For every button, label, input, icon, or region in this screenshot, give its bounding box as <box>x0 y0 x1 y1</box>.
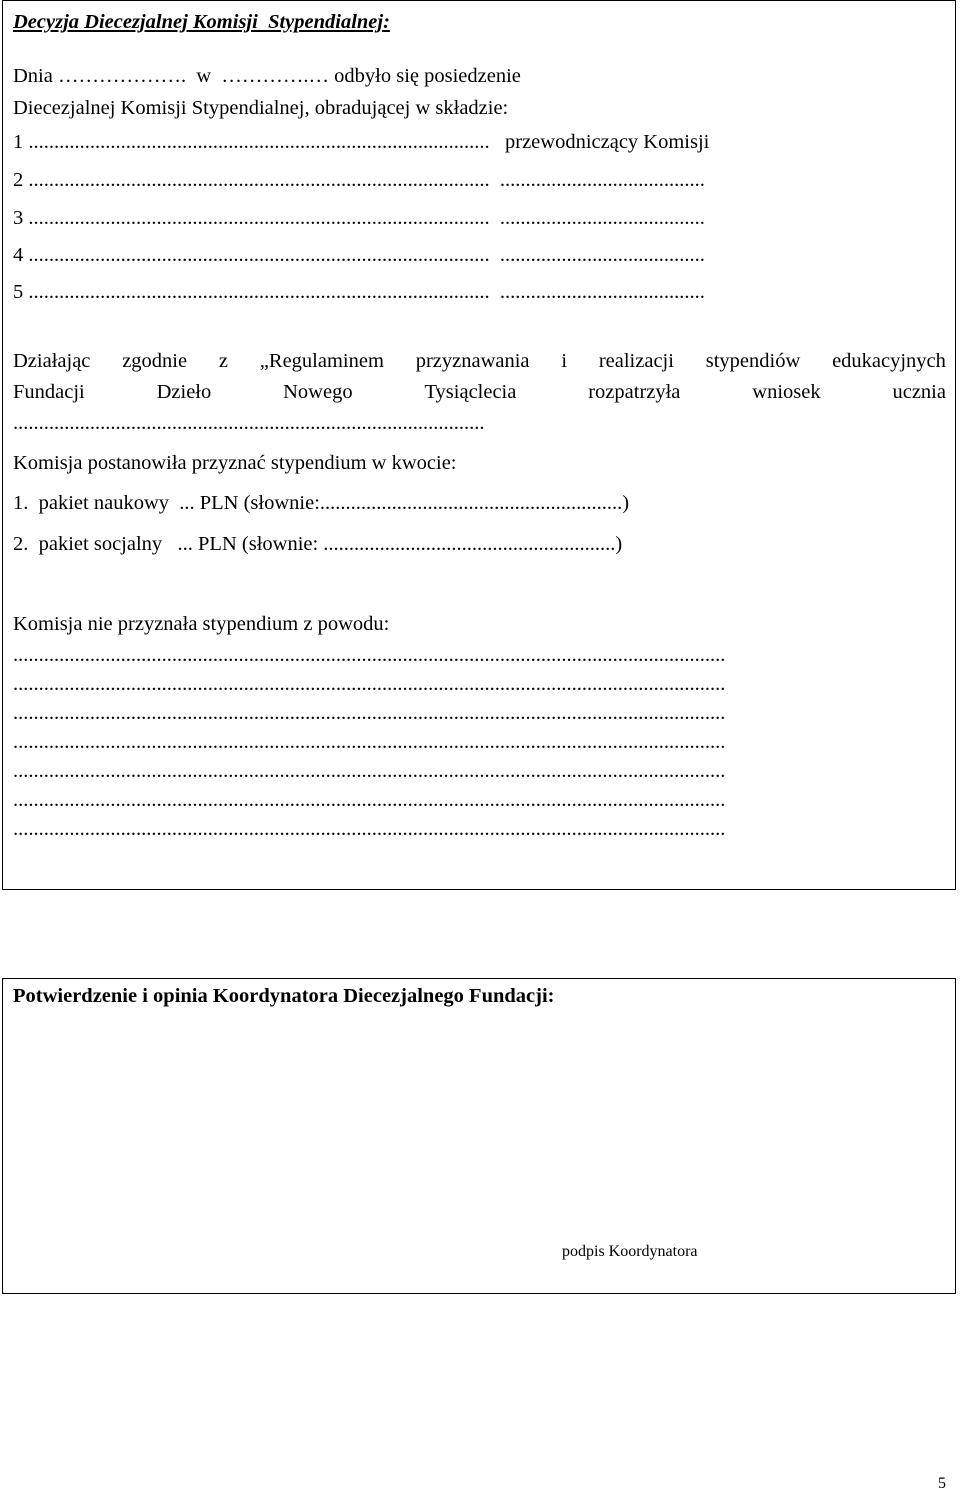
acting-word: i <box>561 350 568 372</box>
grant-item-science: 1. pakiet naukowy ... PLN (słownie:...........................................................) <box>13 492 630 514</box>
acting-word: realizacji <box>598 350 674 372</box>
confirmation-section <box>2 978 956 1294</box>
acting-word: edukacyjnych <box>832 350 946 372</box>
acting-word: „Regulaminem <box>259 350 384 372</box>
member-line-2: 2 .......................................................................................... ........................................ <box>13 169 705 191</box>
reason-line: ........................................................................................................................................... <box>13 789 726 811</box>
acting-word: przyznawania <box>415 350 530 372</box>
refused-heading: Komisja nie przyznała stypendium z powodu: <box>13 613 390 635</box>
acting-word: Dzieło <box>156 381 212 403</box>
student-name-field: ............................................................................................ <box>13 412 485 434</box>
acting-word: ucznia <box>892 381 946 403</box>
acting-word: wniosek <box>752 381 821 403</box>
grant-item-social: 2. pakiet socjalny ... PLN (słownie: .........................................................) <box>13 533 623 555</box>
acting-word: Tysiąclecia <box>424 381 517 403</box>
acting-word: z <box>218 350 228 372</box>
reason-line: ........................................................................................................................................... <box>13 731 726 753</box>
member-line-5: 5 .......................................................................................... ........................................ <box>13 281 705 303</box>
member-line-4: 4 .......................................................................................... ........................................ <box>13 244 705 266</box>
acting-word: rozpatrzyła <box>588 381 681 403</box>
signature-label: podpis Koordynatora <box>562 1243 698 1260</box>
acting-line-1 <box>13 351 946 372</box>
meeting-line-1: Dnia ………………. w ………….… odbyło się posiedzenie <box>13 65 521 87</box>
reason-line: ........................................................................................................................................... <box>13 818 726 840</box>
reason-line: ........................................................................................................................................... <box>13 760 726 782</box>
member-line-3: 3 .......................................................................................... ........................................ <box>13 207 705 229</box>
reason-line: ........................................................................................................................................... <box>13 673 726 695</box>
acting-line-2 <box>13 382 946 403</box>
acting-word: zgodnie <box>122 350 188 372</box>
acting-word: Działając <box>13 350 91 372</box>
reason-line: ........................................................................................................................................... <box>13 644 726 666</box>
decision-title: Decyzja Diecezjalnej Komisji Stypendialnej: <box>13 11 390 33</box>
acting-word: Nowego <box>283 381 353 403</box>
acting-word: stypendiów <box>705 350 801 372</box>
confirmation-title: Potwierdzenie i opinia Koordynatora Diecezjalnego Fundacji: <box>13 985 555 1007</box>
meeting-line-2: Diecezjalnej Komisji Stypendialnej, obradującej w składzie: <box>13 97 509 119</box>
reason-line: ........................................................................................................................................... <box>13 702 726 724</box>
member-line-1: 1 .......................................................................................... przewodniczący Komisji <box>13 131 710 153</box>
granted-heading: Komisja postanowiła przyznać stypendium w kwocie: <box>13 452 457 474</box>
page-number: 5 <box>938 1475 946 1492</box>
acting-word: Fundacji <box>13 381 85 403</box>
